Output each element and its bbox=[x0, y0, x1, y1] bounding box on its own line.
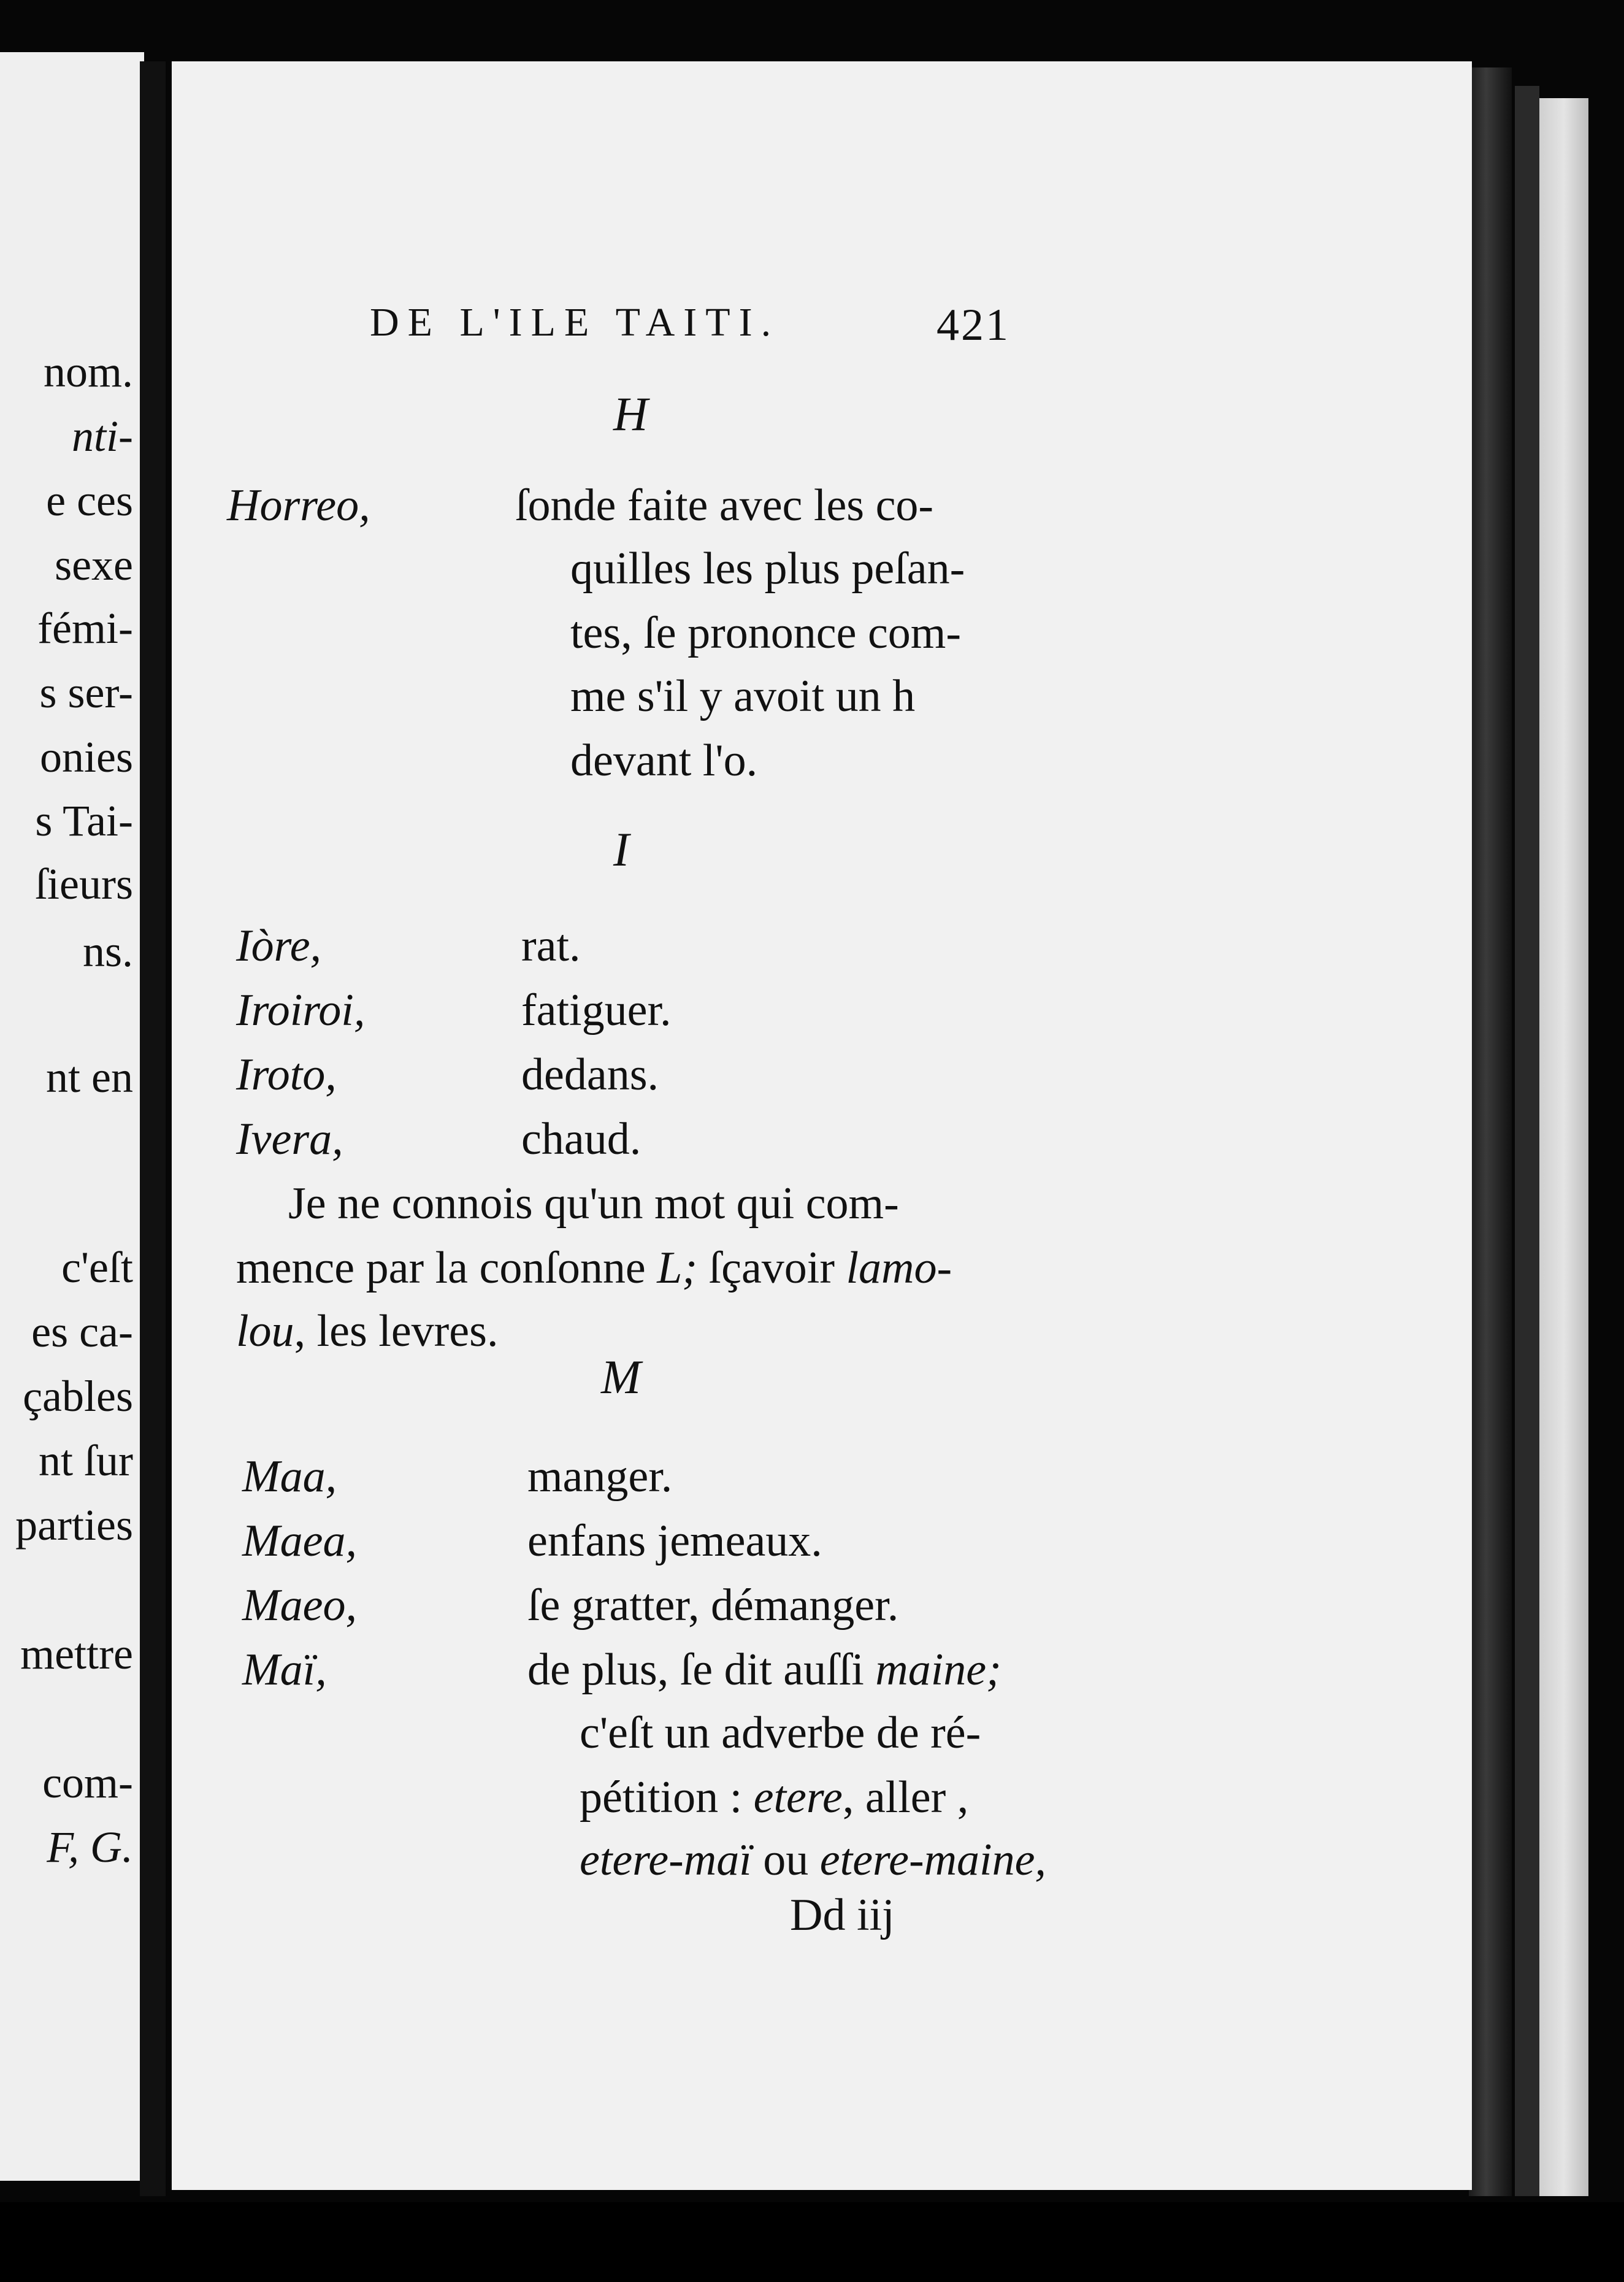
entry-continuation: c'eſt un adverbe de ré- bbox=[580, 1708, 981, 1758]
entry-definition: rat. bbox=[521, 921, 581, 971]
entry-continuation bbox=[580, 1834, 1046, 1886]
entry-definition: ſe gratter, démanger. bbox=[527, 1580, 899, 1631]
entry-headword: Maa, bbox=[242, 1451, 337, 1502]
section-letter-h: H bbox=[613, 387, 648, 440]
left-line: sexe bbox=[55, 540, 133, 590]
left-line: nt ſur bbox=[39, 1436, 133, 1485]
left-line: c'eſt bbox=[61, 1243, 133, 1292]
left-line: ns. bbox=[82, 927, 133, 976]
entry-definition: ſonde faite avec les co- bbox=[515, 480, 934, 531]
left-line: parties bbox=[15, 1500, 133, 1550]
section-letter-m: M bbox=[601, 1350, 641, 1404]
paragraph-text: , les levres. bbox=[294, 1306, 499, 1356]
running-head: DE L'ILE TAITI. bbox=[370, 300, 780, 345]
left-line: ſieurs bbox=[35, 859, 133, 909]
entry-definition bbox=[527, 1644, 1002, 1696]
entry-definition: dedans. bbox=[521, 1050, 659, 1100]
entry-definition: fatiguer. bbox=[521, 985, 672, 1035]
page-edge bbox=[1539, 98, 1588, 2196]
entry-headword: Ivera, bbox=[236, 1114, 343, 1164]
paragraph-line: Je ne connois qu'un mot qui com- bbox=[288, 1178, 899, 1229]
entry-headword: Iroto, bbox=[236, 1050, 337, 1100]
entry-headword: Iroiroi, bbox=[236, 985, 366, 1035]
continuation-text-italic: etere-maine, bbox=[819, 1835, 1046, 1885]
continuation-text-italic: etere bbox=[753, 1772, 843, 1823]
section-letter-i: I bbox=[613, 823, 629, 876]
page-edge bbox=[1515, 86, 1539, 2196]
paragraph-line bbox=[236, 1305, 498, 1358]
paragraph-line bbox=[236, 1242, 952, 1294]
left-line: nti- bbox=[72, 412, 133, 461]
paragraph-text: mence par la conſonne bbox=[236, 1243, 646, 1293]
scan-bottom-border bbox=[0, 2202, 1624, 2282]
entry-definition: enfans jemeaux. bbox=[527, 1516, 822, 1566]
left-line: onies bbox=[40, 732, 133, 782]
left-line: fémi- bbox=[37, 604, 133, 653]
left-line: s Tai- bbox=[35, 796, 133, 845]
entry-continuation: quilles les plus peſan- bbox=[570, 544, 965, 594]
entry-continuation: tes, ſe prononce com- bbox=[570, 608, 961, 658]
continuation-text-italic: etere-maï bbox=[580, 1835, 752, 1885]
paragraph-text: ſçavoir bbox=[708, 1243, 835, 1293]
page-edge bbox=[1469, 67, 1512, 2196]
entry-continuation bbox=[580, 1772, 968, 1824]
left-line: mettre bbox=[20, 1629, 133, 1678]
entry-headword: Maeo, bbox=[242, 1580, 357, 1631]
paragraph-text-italic: lou bbox=[236, 1306, 294, 1356]
page-number: 421 bbox=[936, 300, 1010, 350]
definition-text-italic: maine; bbox=[875, 1645, 1002, 1695]
paragraph-text-italic: lamo- bbox=[846, 1243, 952, 1293]
entry-definition: manger. bbox=[527, 1451, 673, 1502]
left-line: s ser- bbox=[39, 668, 133, 717]
continuation-text: pétition : bbox=[580, 1772, 743, 1823]
entry-headword: Maï, bbox=[242, 1645, 327, 1695]
left-line: nt en bbox=[46, 1053, 133, 1102]
paragraph-text-italic: L; bbox=[657, 1243, 698, 1293]
left-line: nom. bbox=[43, 347, 133, 396]
left-line: F, G. bbox=[47, 1823, 133, 1872]
signature-mark: Dd iij bbox=[790, 1890, 895, 1940]
left-line: es ca- bbox=[31, 1307, 133, 1356]
entry-headword: Maea, bbox=[242, 1516, 357, 1566]
book-gutter bbox=[140, 61, 166, 2196]
entry-headword: Iòre, bbox=[236, 921, 322, 971]
continuation-text: ou bbox=[763, 1835, 809, 1885]
entry-continuation: devant l'o. bbox=[570, 736, 758, 786]
definition-text: de plus, ſe dit auſſi bbox=[527, 1645, 864, 1695]
left-line: çables bbox=[23, 1372, 133, 1421]
left-line: com- bbox=[42, 1758, 133, 1807]
entry-headword: Horreo, bbox=[227, 480, 370, 531]
entry-definition: chaud. bbox=[521, 1114, 642, 1164]
entry-continuation: me s'il y avoit un h bbox=[570, 671, 916, 721]
left-line: e ces bbox=[46, 476, 133, 525]
continuation-text: , aller , bbox=[842, 1772, 969, 1823]
left-facing-page bbox=[0, 52, 144, 2181]
